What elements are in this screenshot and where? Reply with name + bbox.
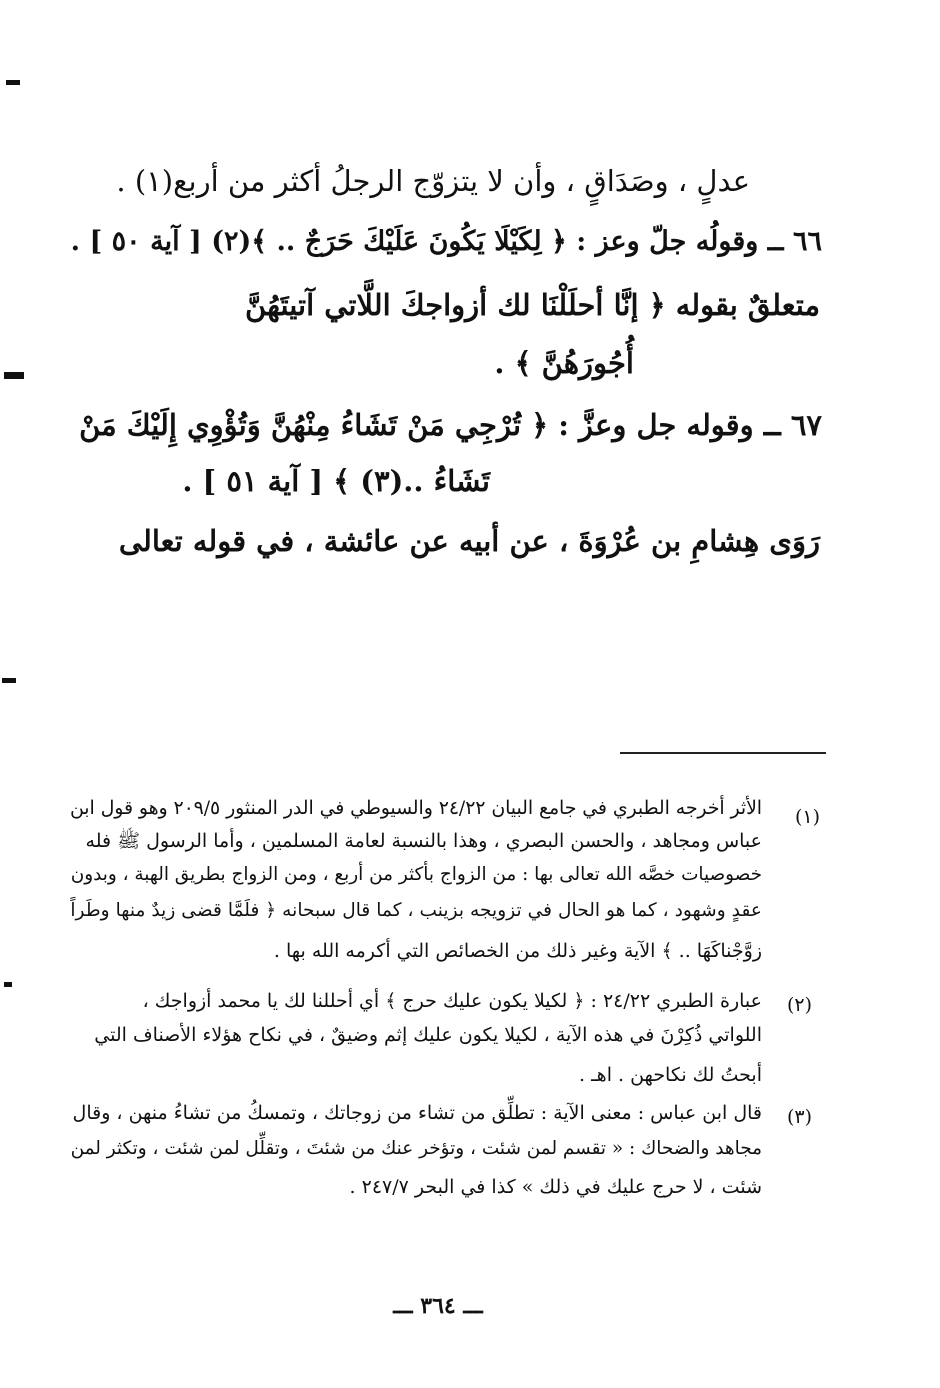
scan-mark <box>4 372 24 379</box>
body-line-7: رَوَى هِشامِ بن عُرْوَةَ ، عن أبيه عن عائشة ، في قوله تعالى <box>118 524 820 558</box>
body-line-6: تَشَاءُ ..(٣) ﴾ [ آية ٥١ ] . <box>182 464 490 498</box>
footnote-line: زوَّجْناكَهَا .. ﴾ الآية وغير ذلك من الخصائص التي أكرمه الله بها . <box>273 940 762 962</box>
footnote-line: أبحتُ لك نكاحهن . اهـ . <box>579 1064 762 1086</box>
footnote-separator <box>620 752 826 754</box>
footnote-line: مجاهد والضحاك : « تقسم لمن شئت ، وتؤخر عنك من شئتَ ، وتقلِّل لمن شئت ، وتكثر لمن <box>70 1138 762 1159</box>
page-number: ـــ ٣٦٤ ـــ <box>393 1293 483 1319</box>
footnote-line: شئت ، لا حرج عليك في ذلك » كذا في البحر ٢٤٧/٧ . <box>349 1176 762 1198</box>
footnote-number: (١) <box>794 806 820 828</box>
footnote-line: قال ابن عباس : معنى الآية : تطلِّق من تشاء من زوجاتك ، وتمسكُ من تشاءُ منهن ، وقال <box>72 1102 762 1124</box>
verse-66-line: ٦٦ ــ وقولُه جلّ وعز : ﴿ لِكَيْلَا يَكُونَ عَلَيْكَ حَرَجٌ .. ﴾(٢) [ آية ٥٠ ] . <box>70 226 822 257</box>
body-line-4: أُجُورَهُنَّ ﴾ . <box>494 346 634 380</box>
footnote-line: الأثر أخرجه الطبري في جامع البيان ٢٤/٢٢ والسيوطي في الدر المنثور ٢٠٩/٥ وهو قول ابن <box>70 798 762 819</box>
scan-mark <box>2 678 16 683</box>
body-line-3: متعلقٌ بقوله ﴿ إنَّا أحلَلْنَا لك أزواجكَ اللَّاتي آتيتَهُنَّ <box>245 288 820 322</box>
footnote-line: عباس ومجاهد ، والحسن البصري ، وهذا بالنسبة لعامة المسلمين ، وأما الرسول ﷺ فله <box>85 830 762 852</box>
scan-mark <box>6 80 20 85</box>
body-line-1: عدلٍ ، وصَدَاقٍ ، وأن لا يتزوّج الرجلُ أكثر من أربع(١) . <box>116 164 750 198</box>
footnote-line: خصوصيات خصَّه الله تعالى بها : من الزواج بأكثر من أربع ، ومن الزواج بطريق الهبة ، وبدون <box>70 864 762 885</box>
scan-mark <box>4 982 12 987</box>
footnote-line: عقدٍ وشهود ، كما هو الحال في تزويجه بزينب ، كما قال سبحانه ﴿ فلَمَّا قضى زيدٌ منها وطَراً <box>70 900 762 921</box>
footnote-number: (٣) <box>786 1106 812 1128</box>
verse-67-line: ٦٧ ــ وقوله جل وعزَّ : ﴿ تُرْجِي مَنْ تَشَاءُ مِنْهُنَّ وَتُؤْوِي إِلَيْكَ مَنْ <box>79 408 822 442</box>
footnote-line: اللواتي ذُكِرْنَ في هذه الآية ، لكيلا يكون عليك إثم وضيقٌ ، في نكاح هؤلاء الأصناف التي <box>94 1024 762 1046</box>
footnote-number: (٢) <box>786 994 812 1016</box>
footnote-line: عبارة الطبري ٢٤/٢٢ : ﴿ لكيلا يكون عليك حرج ﴾ أي أحللنا لك يا محمد أزواجك ، <box>142 990 762 1012</box>
